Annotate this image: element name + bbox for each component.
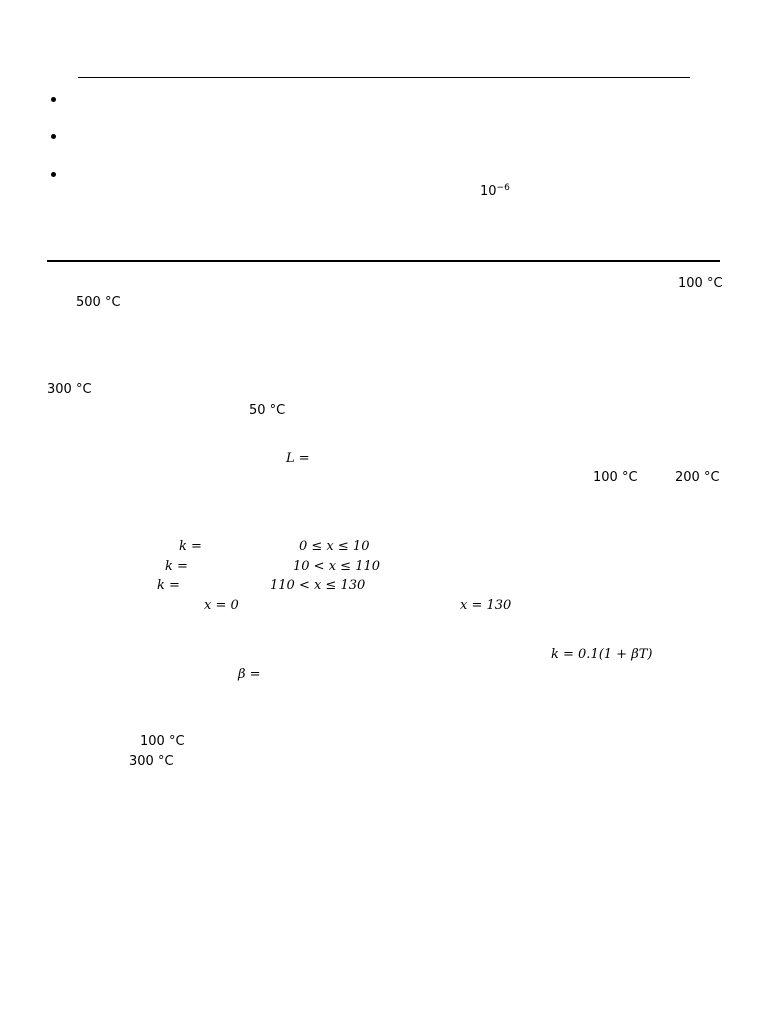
eq-beta: β = bbox=[238, 667, 261, 682]
top-divider bbox=[78, 77, 690, 78]
eq-length: L = bbox=[286, 451, 310, 466]
exponent-base: 10 bbox=[480, 184, 497, 199]
eq-x130: x = 130 bbox=[460, 598, 512, 613]
temp-200c: 200 °C bbox=[675, 470, 720, 485]
eq-range2: 10 < x ≤ 110 bbox=[293, 559, 381, 574]
bullet-1 bbox=[51, 97, 56, 102]
bullet-3 bbox=[51, 172, 56, 177]
eq-range1: 0 ≤ x ≤ 10 bbox=[299, 539, 370, 554]
bullet-3-exponent bbox=[480, 184, 510, 200]
temp-100c-a: 100 °C bbox=[678, 276, 723, 291]
temp-100c-b: 100 °C bbox=[593, 470, 638, 485]
temp-500c: 500 °C bbox=[76, 295, 121, 310]
temp-300c-b: 300 °C bbox=[129, 754, 174, 769]
eq-k1: k = bbox=[179, 539, 202, 554]
temp-300c-a: 300 °C bbox=[47, 382, 92, 397]
eq-k3: k = bbox=[157, 578, 180, 593]
eq-range3: 110 < x ≤ 130 bbox=[270, 578, 366, 593]
bullet-2 bbox=[51, 134, 56, 139]
eq-x0: x = 0 bbox=[204, 598, 239, 613]
eq-k2: k = bbox=[165, 559, 188, 574]
exponent-power: −6 bbox=[496, 183, 510, 193]
temp-100c-c: 100 °C bbox=[140, 734, 185, 749]
section-divider bbox=[47, 260, 720, 262]
temp-50c: 50 °C bbox=[249, 403, 286, 418]
eq-k-beta: k = 0.1(1 + βT) bbox=[551, 647, 653, 662]
